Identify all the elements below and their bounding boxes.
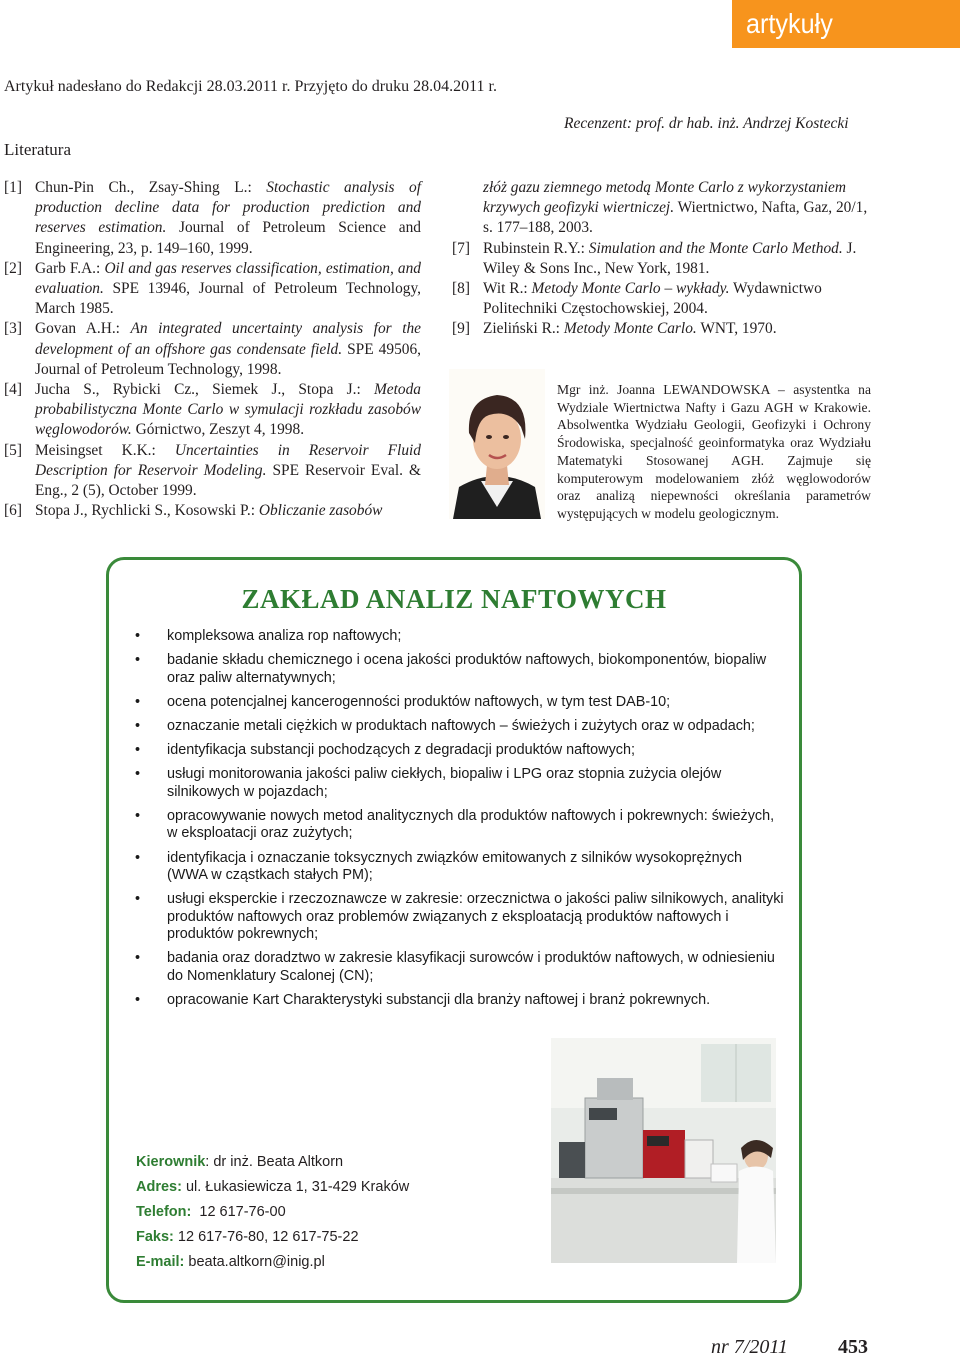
contact-row [136,1250,409,1275]
contact-label: Adres: [136,1179,182,1195]
reference-title: Uncertainties in Reservoir Fluid Description for Reservoir Modeling. [35,441,421,479]
contact-block [136,1150,409,1275]
contact-label: Telefon: [136,1204,192,1220]
reference-authors: Govan A.H.: [35,320,131,338]
reference-item [4,319,421,380]
service-list-item: • badanie składu chemicznego i ocena jakości produktów naftowych, biokomponentów, biopaliw oraz paliw alternatywnych; [135,652,785,687]
service-list-item: • kompleksowa analiza rop naftowych; [135,628,785,645]
reference-title: złóż gazu ziemnego metodą Monte Carlo z wykorzystaniem krzywych geofizyki wiertniczej. [483,179,846,217]
reference-item [4,501,421,521]
reference-source: Wydawnictwo Politechniki Częstochowskiej, 2004. [483,280,822,318]
reference-title: An integrated uncertainty analysis for the development of an offshore gas condensate field. [35,320,421,358]
contact-row [136,1225,409,1250]
reference-number: [7] [452,239,470,257]
reference-title: Metoda probabilistyczna Monte Carlo w symulacji rozkładu zasobów węglowodorów. [35,381,421,439]
reference-number: [1] [4,179,22,196]
reference-authors: Jucha S., Rybicki Cz., Siemek J., Stopa J.: [35,381,374,399]
contact-value[interactable]: beata.altkorn@inig.pl [188,1254,325,1270]
reference-title: Metody Monte Carlo – wykłady. [531,280,730,298]
issue-number: nr 7/2011 [711,1336,788,1358]
reference-title: Oil and gas reserves classification, estimation, and evaluation. [35,259,422,298]
services-list [135,628,785,1016]
reference-number: [3] [4,320,22,338]
reference-number: [9] [452,320,470,338]
reference-authors: Stopa J., Rychlicki S., Kosowski P.: [35,502,259,520]
reference-authors: Wit R.: [483,280,532,298]
contact-row [136,1175,409,1200]
service-list-item: • usługi eksperckie i rzeczoznawcze w zakresie: orzecznictwa o jakości paliw silnikowych, analityki produktów naftowych oraz problemów związanych z eksploatacją produktów naftowych i produktów pokrewnych; [135,891,785,943]
service-list-item: • ocena potencjalnej kancerogenności produktów naftowych, w tym test DAB-10; [135,694,785,711]
contact-value: 12 617-76-80, 12 617-75-22 [177,1229,359,1245]
contact-value: 12 617-76-00 [199,1204,286,1220]
reference-source: Górnictwo, Zeszyt 4, 1998. [131,421,305,439]
reference-title: Metody Monte Carlo. [563,320,697,338]
contact-separator: : [205,1154,214,1170]
reference-item [4,441,421,502]
reference-title: Obliczanie zasobów [258,502,383,520]
reference-title: Stochastic analysis of production decline data for production prediction and reserves estimation. [35,179,421,237]
reference-item [4,380,421,441]
reference-item [452,279,872,319]
reference-number: [4] [4,381,22,399]
reference-authors: Rubinstein R.Y.: [483,239,589,257]
reference-number: [8] [452,280,470,298]
reference-source: Wiertnictwo, Nafta, Gaz, 20/1, s. 177–188, 2003. [483,199,868,237]
reference-source: SPE 13946, Journal of Petroleum Technology, March 1985. [35,280,421,318]
reference-authors: Meisingset K.K.: [35,441,175,459]
contact-label: Faks: [136,1229,174,1245]
reference-authors: Zieliński R.: [483,320,564,338]
contact-label: E-mail: [136,1254,185,1270]
submission-note: Artykuł nadesłano do Redakcji 28.03.2011 r. Przyjęto do druku 28.04.2011 r. [4,78,497,95]
service-list-item: • oznaczanie metali ciężkich w produktach naftowych – świeżych i zużytych oraz w odpadach; [135,718,785,735]
reference-item [452,178,872,239]
reference-item [452,239,872,279]
reviewer-note: Recenzent: prof. dr hab. inż. Andrzej Kostecki [564,115,849,132]
reference-item [452,319,872,339]
contact-label: Kierownik [136,1154,206,1170]
reference-item [4,259,421,320]
service-list-item: • opracowanie Kart Charakterystyki substancji dla branży naftowej i branż pokrewnych. [135,992,785,1009]
service-list-item: • opracowywanie nowych metod analitycznych dla produktów naftowych i pokrewnych: świeżych, w eksploatacji oraz zużytych; [135,808,785,843]
reference-number: [6] [4,502,22,520]
contact-value: dr inż. Beata Altkorn [213,1154,344,1170]
references-right-column [452,178,872,340]
service-list-item: • identyfikacja i oznaczanie toksycznych związków emitowanych z silników wysokoprężnych (WWA w cząstkach stałych PM); [135,850,785,885]
contact-row [136,1200,409,1225]
service-list-item: • usługi monitorowania jakości paliw ciekłych, biopaliw i LPG oraz stopnia zużycia olejów silnikowych w pojazdach; [135,766,785,801]
reference-number: [2] [4,259,22,277]
author-bio: Mgr inż. Joanna LEWANDOWSKA – asystentka na Wydziale Wiertnictwa Nafty i Gazu AGH w Krakowie. Absolwentka Wydziału Geologii, Geofizyki i Ochrony Środowiska, specjalność geoinformatyka oraz Wydziału Matematyki Stosowanej AGH. Zajmuje się komputerowym modelowaniem złóż węglowodorów oraz analizą niepewności określania parametrów występujących w modelu geologicznym. [557,382,871,521]
reference-item [4,178,421,259]
reference-source: SPE 49506, Journal of Petroleum Technology, 1998. [35,340,422,378]
ad-title: ZAKŁAD ANALIZ NAFTOWYCH [241,584,667,614]
contact-value: ul. Łukasiewicza 1, 31-429 Kraków [185,1179,410,1195]
service-list-item: • identyfikacja substancji pochodzących z degradacji produktów naftowych; [135,742,785,759]
reference-source: WNT, 1970. [696,320,777,338]
reference-number: [5] [4,441,22,459]
service-list-item: • badania oraz doradztwo w zakresie klasyfikacji surowców i produktów naftowych, w odniesieniu do Nomenklatury Scalonej (CN); [135,950,785,985]
reference-source: J. Wiley & Sons Inc., New York, 1981. [483,239,857,277]
reference-source: SPE Reservoir Eval. & Eng., 2 (5), October 1999. [35,461,421,500]
literature-heading: Literatura [4,140,72,159]
reference-source: Journal of Petroleum Science and Engineering, 23, p. 149–160, 1999. [35,219,421,257]
reference-authors: Garb F.A.: [35,259,105,277]
lab-advertisement-box [106,557,802,1303]
contact-row [136,1150,409,1175]
author-photo [449,369,545,519]
references-left-column [4,178,421,521]
page-number: 453 [838,1336,868,1358]
section-tag: artykuły [732,0,960,48]
reference-title: Simulation and the Monte Carlo Method. [588,239,843,257]
lab-photo [551,1038,776,1263]
reference-authors: Chun-Pin Ch., Zsay-Shing L.: [35,179,267,196]
